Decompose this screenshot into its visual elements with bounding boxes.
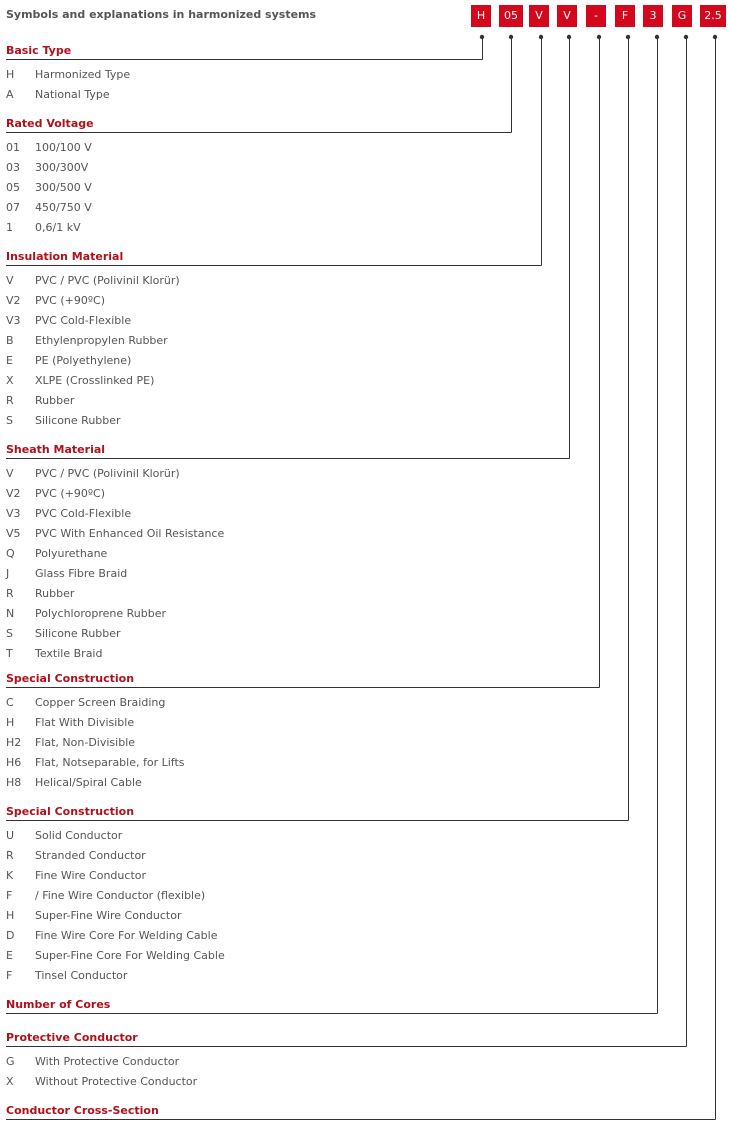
- item-code: Q: [6, 547, 15, 560]
- item-code: G: [6, 1055, 15, 1068]
- section-title: Special Construction: [6, 672, 135, 685]
- item-description: Fine Wire Conductor: [35, 869, 147, 882]
- item-description: Textile Braid: [35, 647, 103, 660]
- section-title: Basic Type: [6, 44, 72, 57]
- item-description: / Fine Wire Conductor (flexible): [35, 889, 206, 902]
- item-description: PVC (+90ºC): [35, 294, 105, 307]
- item-code: R: [6, 587, 14, 600]
- item-code: X: [6, 374, 14, 387]
- item-code: A: [6, 88, 14, 101]
- item-code: V3: [6, 507, 21, 520]
- code-box: V: [529, 5, 549, 27]
- code-box: 2.5: [700, 5, 726, 27]
- item-description: Silicone Rubber: [35, 627, 121, 640]
- item-code: V2: [6, 487, 21, 500]
- code-box: -: [586, 5, 606, 27]
- item-code: H: [6, 909, 15, 922]
- item-description: PVC / PVC (Polivinil Klorür): [35, 274, 180, 287]
- item-code: H6: [6, 756, 22, 769]
- section-title: Special Construction: [6, 805, 135, 818]
- item-code: 1: [6, 221, 13, 234]
- item-description: 300/300V: [35, 161, 89, 174]
- item-code: X: [6, 1075, 14, 1088]
- item-code: T: [6, 647, 13, 660]
- item-description: 100/100 V: [35, 141, 92, 154]
- item-code: H: [6, 68, 15, 81]
- item-code: N: [6, 607, 15, 620]
- item-code: R: [6, 394, 14, 407]
- item-code: H2: [6, 736, 22, 749]
- item-description: Harmonized Type: [35, 68, 131, 81]
- item-code: K: [6, 869, 14, 882]
- item-code: S: [6, 414, 13, 427]
- item-code: J: [6, 567, 10, 580]
- item-code: H8: [6, 776, 22, 789]
- item-description: Super-Fine Wire Conductor: [35, 909, 182, 922]
- item-description: PVC Cold-Flexible: [35, 507, 132, 520]
- item-code: H: [6, 716, 15, 729]
- item-description: Tinsel Conductor: [35, 969, 128, 982]
- item-description: Super-Fine Core For Welding Cable: [35, 949, 225, 962]
- item-code: V5: [6, 527, 21, 540]
- item-description: Flat, Notseparable, for Lifts: [35, 756, 185, 769]
- item-description: Silicone Rubber: [35, 414, 121, 427]
- item-description: Fine Wire Core For Welding Cable: [35, 929, 218, 942]
- item-description: Glass Fibre Braid: [35, 567, 128, 580]
- item-code: S: [6, 627, 13, 640]
- section-title: Rated Voltage: [6, 117, 94, 130]
- item-description: PVC Cold-Flexible: [35, 314, 132, 327]
- section-title: Protective Conductor: [6, 1031, 138, 1044]
- item-description: Helical/Spiral Cable: [35, 776, 142, 789]
- item-code: D: [6, 929, 15, 942]
- section-title: Sheath Material: [6, 443, 106, 456]
- item-description: Without Protective Conductor: [35, 1075, 198, 1088]
- item-description: Polychloroprene Rubber: [35, 607, 166, 620]
- item-code: U: [6, 829, 15, 842]
- item-code: F: [6, 969, 13, 982]
- item-description: With Protective Conductor: [35, 1055, 180, 1068]
- code-box: 05: [499, 5, 523, 27]
- item-description: PVC / PVC (Polivinil Klorür): [35, 467, 180, 480]
- item-description: Copper Screen Braiding: [35, 696, 166, 709]
- item-code: R: [6, 849, 14, 862]
- item-description: 450/750 V: [35, 201, 92, 214]
- item-description: XLPE (Crosslinked PE): [35, 374, 155, 387]
- page-title: Symbols and explanations in harmonized systems: [6, 8, 317, 21]
- item-description: 0,6/1 kV: [35, 221, 81, 234]
- section-title: Insulation Material: [6, 250, 124, 263]
- item-description: National Type: [35, 88, 110, 101]
- code-box: V: [557, 5, 577, 27]
- item-code: B: [6, 334, 14, 347]
- item-code: 01: [6, 141, 20, 154]
- item-description: Rubber: [35, 587, 75, 600]
- item-code: V2: [6, 294, 21, 307]
- item-description: PE (Polyethylene): [35, 354, 132, 367]
- item-description: Stranded Conductor: [35, 849, 146, 862]
- item-code: V: [6, 467, 14, 480]
- item-code: E: [6, 354, 13, 367]
- item-code: 07: [6, 201, 20, 214]
- item-description: Solid Conductor: [35, 829, 123, 842]
- item-description: Ethylenpropylen Rubber: [35, 334, 168, 347]
- item-description: 300/500 V: [35, 181, 92, 194]
- item-code: V3: [6, 314, 21, 327]
- item-code: E: [6, 949, 13, 962]
- item-code: V: [6, 274, 14, 287]
- item-description: PVC (+90ºC): [35, 487, 105, 500]
- item-description: Flat With Divisible: [35, 716, 135, 729]
- code-box: H: [471, 5, 491, 27]
- item-description: Flat, Non-Divisible: [35, 736, 136, 749]
- item-description: Rubber: [35, 394, 75, 407]
- section-title: Conductor Cross-Section: [6, 1104, 159, 1117]
- code-box: G: [672, 5, 692, 27]
- item-code: 05: [6, 181, 20, 194]
- item-code: F: [6, 889, 13, 902]
- item-description: PVC With Enhanced Oil Resistance: [35, 527, 225, 540]
- item-code: C: [6, 696, 14, 709]
- code-box: F: [615, 5, 635, 27]
- code-box: 3: [643, 5, 663, 27]
- section-title: Number of Cores: [6, 998, 111, 1011]
- item-description: Polyurethane: [35, 547, 108, 560]
- item-code: 03: [6, 161, 20, 174]
